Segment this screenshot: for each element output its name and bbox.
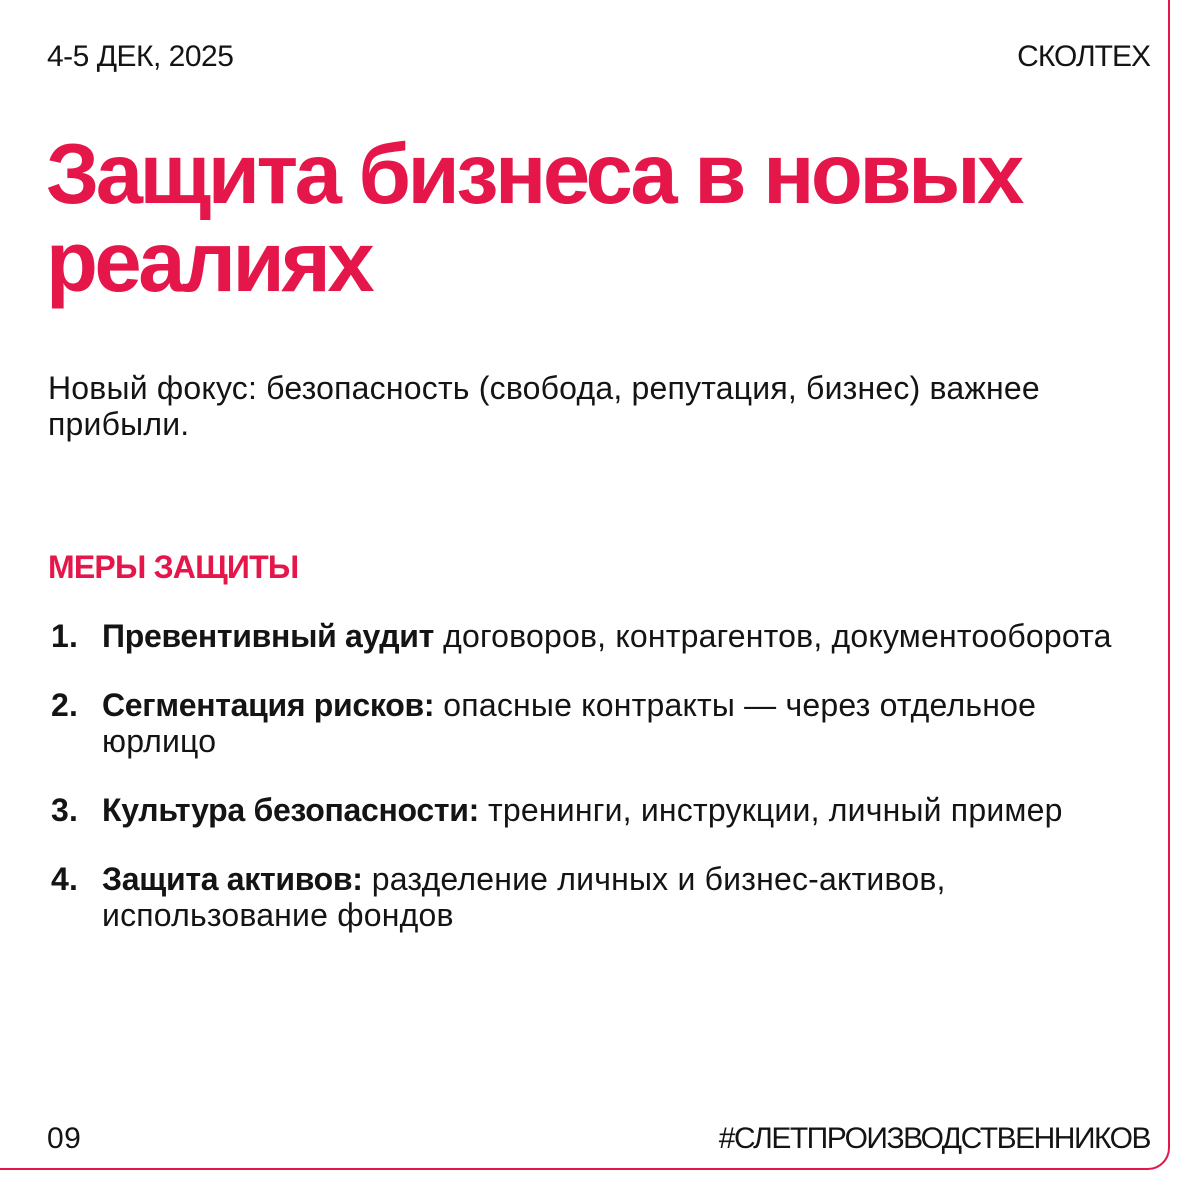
measures-list xyxy=(48,618,1148,966)
event-venue: СКОЛТЕХ xyxy=(1017,40,1150,73)
measure-item xyxy=(48,687,1148,759)
measure-lead-in: Сегментация рисков: xyxy=(102,687,435,723)
measure-item xyxy=(48,618,1148,654)
measure-lead-in: Культура безопасности: xyxy=(102,792,479,828)
measure-number: 4. xyxy=(51,861,79,897)
measure-item xyxy=(48,792,1148,828)
measure-number: 2. xyxy=(51,687,79,723)
slide-title: Защита бизнеса в новых реалиях xyxy=(46,127,1021,310)
measure-text: опасные контракты — через отдельное юрлицо xyxy=(102,687,1037,759)
measure-number: 1. xyxy=(51,618,79,654)
measure-text: договоров, контрагентов, документооборота xyxy=(434,618,1112,654)
measure-item xyxy=(48,861,1148,933)
measure-lead-in: Превентивный аудит xyxy=(102,618,435,654)
measure-text: тренинги, инструкции, личный пример xyxy=(478,792,1063,828)
measure-text: разделение личных и бизнес-активов, использование фондов xyxy=(102,861,946,933)
event-date: 4-5 ДЕК, 2025 xyxy=(47,40,234,73)
event-hashtag: #СЛЕТПРОИЗВОДСТВЕННИКОВ xyxy=(718,1122,1150,1155)
measure-lead-in: Защита активов: xyxy=(102,861,363,897)
page-number: 09 xyxy=(47,1122,82,1155)
lead-paragraph: Новый фокус: безопасность (свобода, репутация, бизнес) важнее прибыли. xyxy=(48,370,1040,442)
section-title: МЕРЫ ЗАЩИТЫ xyxy=(48,549,299,585)
measure-number: 3. xyxy=(51,792,79,828)
